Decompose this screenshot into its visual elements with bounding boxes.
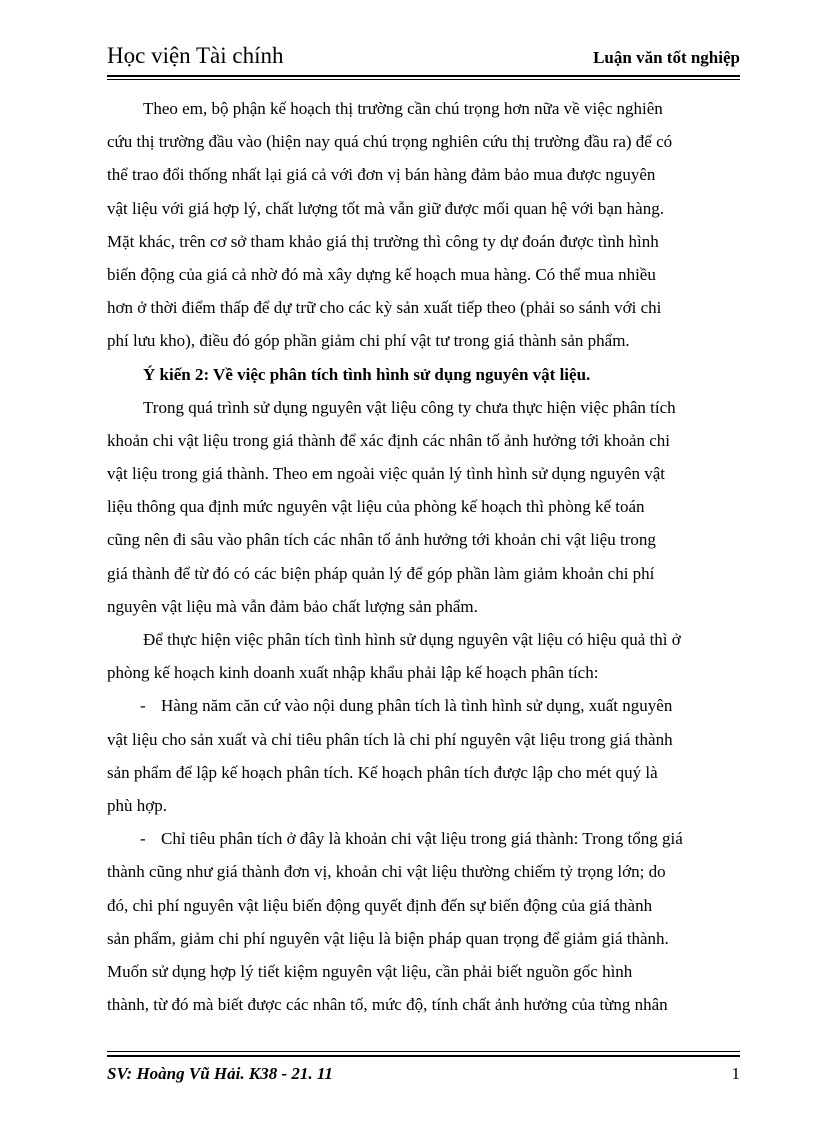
header-rule-thin (107, 79, 740, 80)
page-body (107, 92, 740, 1021)
page-footer (107, 1061, 740, 1087)
text-line: sản phẩm để lập kế hoạch phân tích. Kế hoạch phân tích được lập cho mét quý là (107, 762, 658, 782)
text-line: Muốn sử dụng hợp lý tiết kiệm nguyên vật liệu, cần phải biết nguồn gốc hình (107, 961, 633, 981)
text-line: vật liệu trong giá thành. Theo em ngoài việc quản lý tình hình sử dụng nguyên vật (107, 464, 665, 484)
text-line: vật liệu cho sản xuất và chỉ tiêu phân tích là chi phí nguyên vật liệu trong giá thành (107, 729, 673, 749)
text-line: nguyên vật liệu mà vẫn đảm bảo chất lượng sản phẩm. (107, 596, 478, 616)
text-line: Trong quá trình sử dụng nguyên vật liệu công ty chưa thực hiện việc phân tích (143, 397, 676, 417)
footer-rule-thick (107, 1055, 740, 1057)
bullet-line (107, 822, 740, 855)
text-line: đó, chi phí nguyên vật liệu biến động quyết định đến sự biến động của giá thành (107, 895, 653, 915)
bullet-dash: - (140, 696, 146, 716)
footer-rule-thin (107, 1051, 740, 1052)
text-line: vật liệu với giá hợp lý, chất lượng tốt mà vẫn giữ được mối quan hệ với bạn hàng. (107, 198, 664, 218)
text-line: thành cũng như giá thành đơn vị, khoản chi vật liệu thường chiếm tỷ trọng lớn; do (107, 862, 666, 882)
text-line: biến động của giá cả nhờ đó mà xây dựng kế hoạch mua hàng. Có thể mua nhiều (107, 264, 656, 284)
bullet-text: Hàng năm căn cứ vào nội dung phân tích là tình hình sử dụng, xuất nguyên (161, 696, 673, 716)
text-line: cứu thị trường đầu vào (hiện nay quá chú trọng nghiên cứu thị trường đầu ra) để có (107, 132, 673, 152)
text-line: Theo em, bộ phận kế hoạch thị trường cần chú trọng hơn nữa về việc nghiên (143, 99, 663, 118)
section-heading: Ý kiến 2: Về việc phân tích tình hình sử dụng nguyên vật liệu. (143, 364, 591, 384)
text-line: khoản chi vật liệu trong giá thành để xác định các nhân tố ảnh hưởng tới khoản chi (107, 430, 671, 450)
text-line: hơn ở thời điểm thấp để dự trữ cho các kỳ sản xuất tiếp theo (phải so sánh với chi (107, 298, 662, 318)
text-line: sản phẩm, giảm chi phí nguyên vật liệu là biện pháp quan trọng để giảm giá thành. (107, 928, 669, 948)
text-line: phòng kế hoạch kinh doanh xuất nhập khẩu phải lập kế hoạch phân tích: (107, 663, 599, 683)
page-number: 1 (731, 1064, 740, 1083)
text-line: giá thành để từ đó có các biện pháp quản lý để góp phần làm giảm khoản chi phí (107, 563, 655, 583)
header-rule-thick (107, 75, 740, 77)
text-line: phù hợp. (107, 795, 167, 815)
text-line: liệu thông qua định mức nguyên vật liệu của phòng kế hoạch thì phòng kế toán (107, 497, 645, 517)
student-info: SV: Hoàng Vũ Hải. K38 - 21. 11 (107, 1064, 333, 1083)
bullet-dash: - (140, 829, 146, 849)
text-line: thể trao đổi thống nhất lại giá cả với đơn vị bán hàng đảm bảo mua được nguyên (107, 165, 656, 185)
document-type: Luận văn tốt nghiệp (593, 48, 740, 67)
page-header (107, 40, 740, 74)
text-line: phí lưu kho), điều đó góp phần giảm chi phí vật tư trong giá thành sản phẩm. (107, 331, 630, 351)
text-line: thành, từ đó mà biết được các nhân tố, mức độ, tính chất ảnh hưởng của từng nhân (107, 995, 668, 1015)
bullet-text: Chỉ tiêu phân tích ở đây là khoản chi vật liệu trong giá thành: Trong tổng giá (161, 829, 683, 849)
text-line: Để thực hiện việc phân tích tình hình sử dụng nguyên vật liệu có hiệu quả thì ở (143, 630, 681, 649)
text-line: Mặt khác, trên cơ sở tham khảo giá thị trường thì công ty dự đoán được tình hình (107, 231, 659, 251)
bullet-line (107, 689, 740, 722)
text-line: cũng nên đi sâu vào phân tích các nhân tố ảnh hưởng tới khoản chi vật liệu trong (107, 530, 656, 550)
school-name: Học viện Tài chính (107, 43, 284, 68)
